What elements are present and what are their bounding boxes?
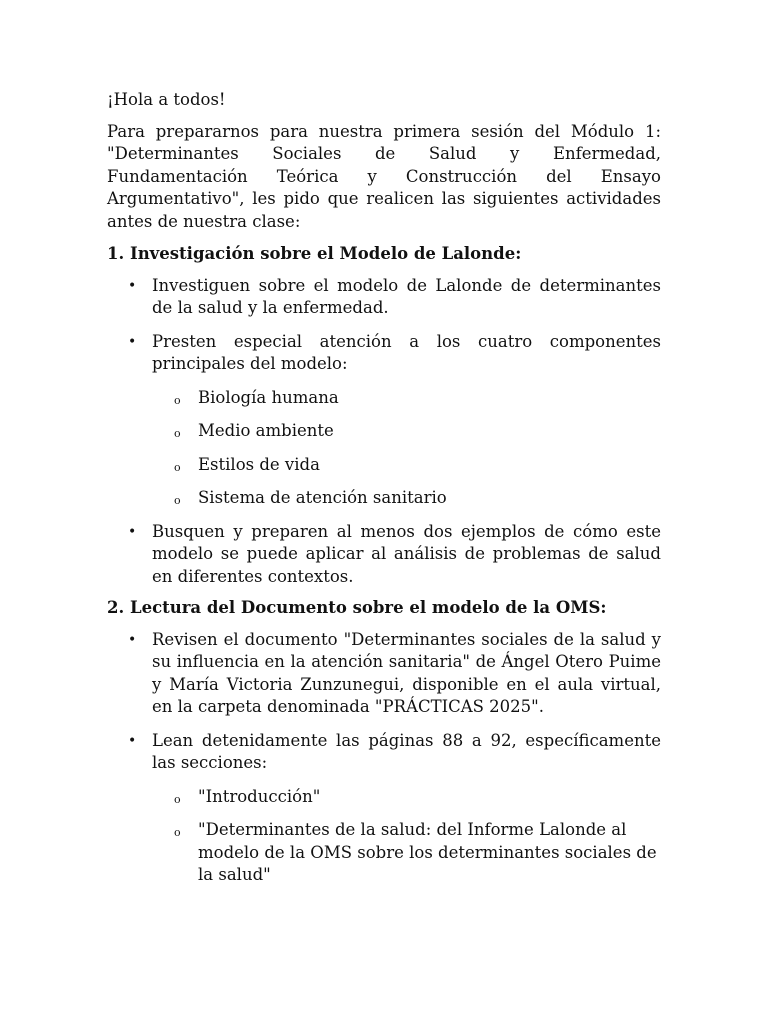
circle-bullet-icon: o xyxy=(174,494,181,507)
circle-bullet-icon: o xyxy=(174,460,181,474)
list-item xyxy=(128,521,661,589)
bullet-icon: • xyxy=(128,333,137,350)
bullet-icon: • xyxy=(128,631,137,648)
sublist-item xyxy=(174,487,661,510)
list-item-text: Revisen el documento "Determinantes sociales de la salud y su influencia en la atención sanitaria" de Ángel Otero Puime y María Victoria Zunzunegui, disponible en el aula virtual, en la carpeta denominada "PRÁCTICAS 2025". xyxy=(152,629,661,716)
components-sublist xyxy=(152,387,661,510)
sublist-item xyxy=(174,786,661,809)
list-item-text: Investiguen sobre el modelo de Lalonde de determinantes de la salud y la enfermedad. xyxy=(152,275,661,317)
section-2-list xyxy=(107,629,661,887)
circle-bullet-icon: o xyxy=(174,393,181,407)
list-item xyxy=(128,331,661,510)
sublist-item-text: Sistema de atención sanitario xyxy=(198,488,447,507)
list-item xyxy=(128,730,661,887)
list-item-text: Lean detenidamente las páginas 88 a 92, específicamente las secciones: xyxy=(152,730,661,772)
section-2-heading: 2. Lectura del Documento sobre el modelo de la OMS: xyxy=(107,598,607,617)
section-1-heading: 1. Investigación sobre el Modelo de Lalonde: xyxy=(107,244,522,263)
list-item xyxy=(128,629,661,719)
sublist-item-text: Estilos de vida xyxy=(198,454,320,474)
section-1-list xyxy=(107,275,661,589)
bullet-icon: • xyxy=(128,523,137,540)
bullet-icon: • xyxy=(128,277,137,294)
list-item-text: Busquen y preparen al menos dos ejemplos de cómo este modelo se puede aplicar al análisis de problemas de salud en diferentes contextos. xyxy=(152,521,661,586)
bullet-icon: • xyxy=(128,732,137,749)
sublist-item xyxy=(174,819,661,887)
sublist-item-text: Medio ambiente xyxy=(198,421,334,440)
circle-bullet-icon: o xyxy=(174,792,181,806)
sections-sublist xyxy=(152,786,661,887)
greeting-text: ¡Hola a todos! xyxy=(107,90,226,109)
sublist-item xyxy=(174,420,661,443)
sublist-item xyxy=(174,387,661,410)
sublist-item-text: Biología humana xyxy=(198,387,339,407)
intro-paragraph: Para prepararnos para nuestra primera sesión del Módulo 1: "Determinantes Sociales de Salud y Enfermedad, Fundamentación Teórica y Construcción del Ensayo Argumentativo", les pido que realicen las siguientes actividades antes de nuestra clase: xyxy=(107,121,661,231)
circle-bullet-icon: o xyxy=(174,427,181,440)
sublist-item-text: "Determinantes de la salud: del Informe Lalonde al modelo de la OMS sobre los determinantes sociales de la salud" xyxy=(198,820,657,884)
sublist-item xyxy=(174,454,661,477)
document-page xyxy=(107,89,661,896)
list-item-text: Presten especial atención a los cuatro componentes principales del modelo: xyxy=(152,331,661,373)
sublist-item-text: "Introducción" xyxy=(198,786,321,806)
list-item xyxy=(128,275,661,320)
circle-bullet-icon: o xyxy=(174,826,181,839)
